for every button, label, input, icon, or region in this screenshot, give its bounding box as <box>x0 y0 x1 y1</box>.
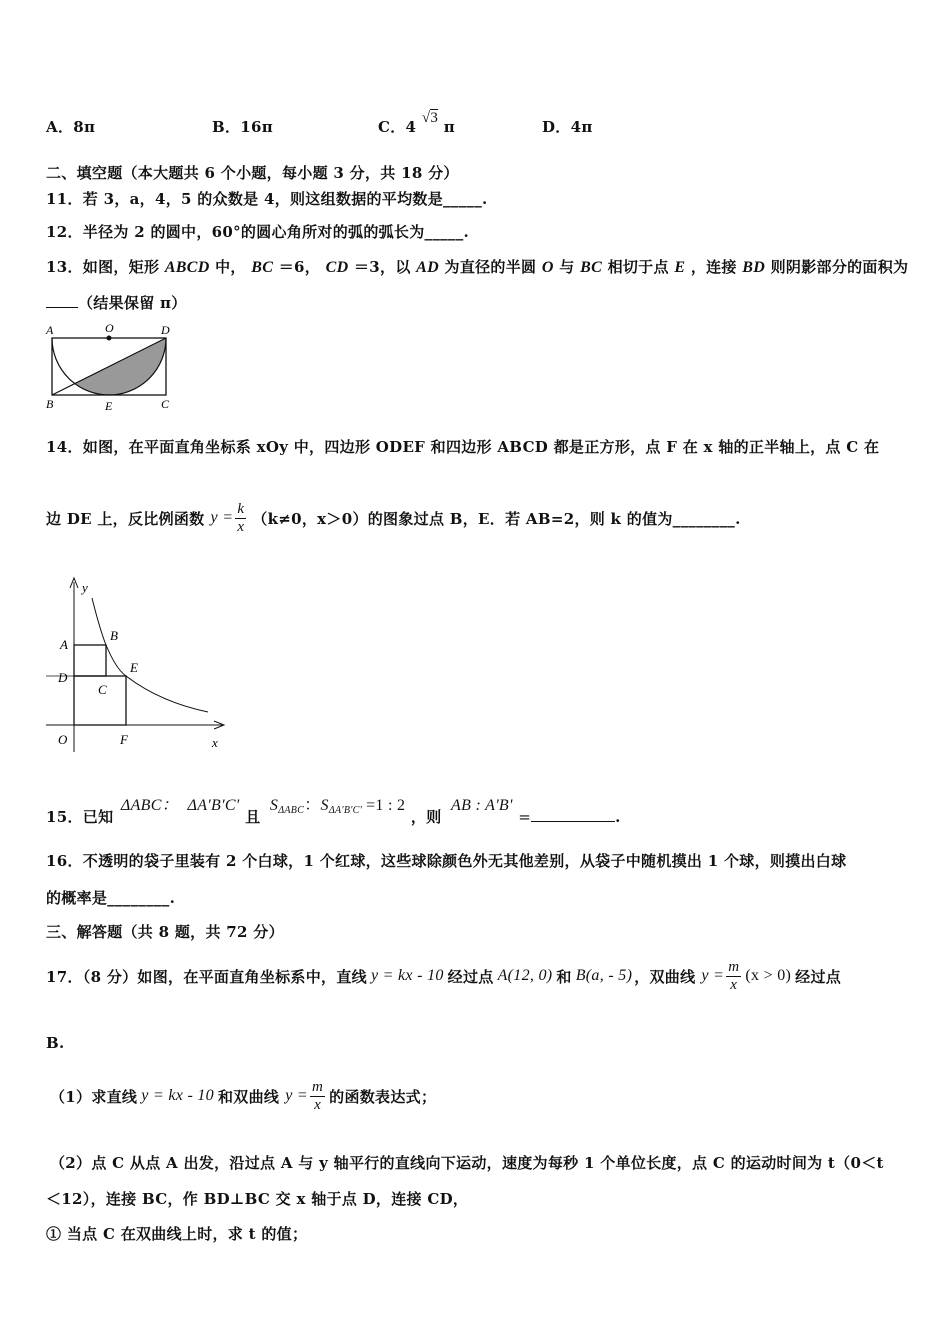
q15-s2: S <box>320 797 329 814</box>
label-o: O <box>105 321 114 335</box>
q14-text: 边 DE 上，反比例函数 <box>46 509 205 528</box>
q13-bd: BD <box>742 259 766 276</box>
q17-p1-fraction <box>310 1079 325 1114</box>
label-d: D <box>161 323 170 337</box>
answer-blank <box>531 807 615 822</box>
option-c-root: 3 <box>430 110 439 126</box>
label-f: F <box>120 732 128 747</box>
label-a: A <box>46 323 54 337</box>
q15-triangle-a1b1c1: ΔA'B'C' <box>187 797 240 814</box>
q13-text: ＝6， <box>278 258 321 276</box>
q13-text: 13．如图，矩形 <box>46 258 160 276</box>
option-d: D．4π <box>542 118 593 136</box>
section3-title: 三、解答题（共 8 题，共 72 分） <box>46 923 284 941</box>
center-point-o <box>107 336 112 341</box>
hyperbola-curve <box>92 598 208 712</box>
q17-p1-text: （1）求直线 <box>50 1087 138 1106</box>
q17-p1-hyperbola-y: y = <box>285 1087 308 1104</box>
answer-blank <box>46 293 78 308</box>
question-16-line2: 的概率是________. <box>46 889 176 907</box>
option-b: B．16π <box>212 118 274 136</box>
q13-text: 中， <box>215 258 246 276</box>
q13-text: 为直径的半圆 <box>444 258 537 276</box>
label-c: C <box>98 682 107 697</box>
q15-triangle-abc: ΔABC： <box>120 797 179 814</box>
q17-p1-frac-num: m <box>312 1078 324 1095</box>
q15-end: . <box>615 808 621 826</box>
q17-hyperbola-y: y = <box>701 967 725 984</box>
q14-func-y: y = <box>210 509 234 526</box>
q13-o: O <box>541 259 554 276</box>
q15-equals: = <box>518 808 532 826</box>
q14-frac-den: x <box>237 518 245 535</box>
question-16-line1: 16．不透明的袋子里装有 2 个白球，1 个红球，这些球除颜色外无其他差别，从袋子中随机摸出 1 个球，则摸出白球 <box>46 852 847 870</box>
label-b: B <box>110 628 118 643</box>
q17-frac-den: x <box>730 976 738 993</box>
q17-text: 17．（8 分）如图，在平面直角坐标系中，直线 <box>46 967 367 986</box>
q15-s: S <box>269 797 279 814</box>
q13-bc: BC <box>251 259 274 276</box>
q13-text: ＝3，以 <box>353 258 411 276</box>
q13-cd: CD <box>325 259 349 276</box>
question-13-line1 <box>46 256 908 277</box>
q17-text: 经过点 <box>447 967 494 986</box>
option-c-suffix: π <box>443 118 455 136</box>
question-15 <box>46 792 621 828</box>
square-abcd <box>74 645 106 676</box>
q17-point-a: A(12, 0) <box>497 967 553 984</box>
question-13-line2 <box>46 292 187 313</box>
label-c: C <box>161 397 170 411</box>
q14-frac-num: k <box>237 500 245 517</box>
label-e: E <box>130 660 138 675</box>
q15-text: 15．已知 <box>46 808 114 826</box>
q15-ab-ratio: AB : A'B' <box>451 797 513 814</box>
q13-ad: AD <box>416 259 439 276</box>
question-12: 12．半径为 2 的圆中，60°的圆心角所对的弧的弧长为_____. <box>46 223 470 241</box>
q15-colon: ： <box>304 797 321 814</box>
q13-bc2: BC <box>580 259 603 276</box>
label-a: A <box>60 637 68 652</box>
question-17-part2-line1: （2）点 C 从点 A 出发，沿过点 A 与 y 轴平行的直线向下运动，速度为每秒 1 个单位长度，点 C 的运动时间为 t（0＜t <box>50 1154 884 1172</box>
section2-title: 二、填空题（本大题共 6 个小题，每小题 3 分，共 18 分） <box>46 164 459 182</box>
option-c <box>378 110 455 137</box>
question-14-line2 <box>46 498 741 538</box>
q14-text-suffix: （k≠0，x＞0）的图象过点 B，E．若 AB=2，则 k 的值为________. <box>252 509 741 528</box>
q13-text: 与 <box>559 258 575 276</box>
option-a: A．8π <box>46 118 96 136</box>
q15-sub1: ΔABC <box>278 805 305 816</box>
label-y: y <box>82 580 88 595</box>
question-11: 11．若 3，a，4，5 的众数是 4，则这组数据的平均数是_____. <box>46 190 488 208</box>
q13-abcd: ABCD <box>164 259 210 276</box>
q17-point-b: B(a, - 5) <box>575 967 633 984</box>
q13-text: 则阴影部分的面积为 <box>770 258 909 276</box>
q17-p1-suffix: 的函数表达式； <box>329 1087 437 1106</box>
sqrt-symbol: √3 <box>421 110 439 126</box>
q13-line2-text: （结果保留 π） <box>78 294 187 312</box>
q13-text: 相切于点 <box>607 258 669 276</box>
label-x: x <box>212 735 218 750</box>
figure-13 <box>40 318 180 414</box>
q17-condition: (x > 0) <box>745 967 792 984</box>
question-17-line1 <box>46 954 841 998</box>
question-14-line1: 14．如图，在平面直角坐标系 xOy 中，四边形 ODEF 和四边形 ABCD 都是正方形，点 F 在 x 轴的正半轴上，点 C 在 <box>46 438 880 456</box>
q17-p1-text: 和双曲线 <box>217 1087 280 1106</box>
label-o: O <box>58 732 68 747</box>
q17-p1-frac-den: x <box>314 1096 322 1113</box>
q17-text: 经过点 <box>795 967 842 986</box>
figure-14 <box>40 572 240 757</box>
label-d: D <box>58 670 68 685</box>
label-b: B <box>46 397 54 411</box>
q17-frac-num: m <box>728 958 740 975</box>
q15-ratio: =1 : 2 <box>366 797 406 814</box>
option-c-prefix: C．4 <box>378 118 417 136</box>
q15-text-and: 且 <box>245 808 261 826</box>
q17-p1-line-eq: y = kx - 10 <box>141 1087 214 1104</box>
label-e: E <box>105 399 113 413</box>
q14-fraction <box>235 501 246 536</box>
q17-fraction <box>726 959 741 994</box>
q17-text: ，双曲线 <box>634 967 696 986</box>
q17-text: 和 <box>556 967 572 986</box>
question-17-line2: B. <box>46 1034 65 1052</box>
q15-sub2: ΔA'B'C' <box>328 805 363 816</box>
q15-text-then: ，则 <box>410 808 442 826</box>
q13-text: ，连接 <box>690 258 737 276</box>
question-17-part2-line3: ① 当点 C 在双曲线上时，求 t 的值； <box>46 1225 308 1243</box>
q15-area-ratio <box>270 797 405 814</box>
q17-line-eq: y = kx - 10 <box>370 967 444 984</box>
question-17-part2-line2: ＜12），连接 BC，作 BD⊥BC 交 x 轴于点 D，连接 CD， <box>46 1190 469 1208</box>
q13-e: E <box>674 259 686 276</box>
question-17-part1 <box>50 1074 436 1118</box>
